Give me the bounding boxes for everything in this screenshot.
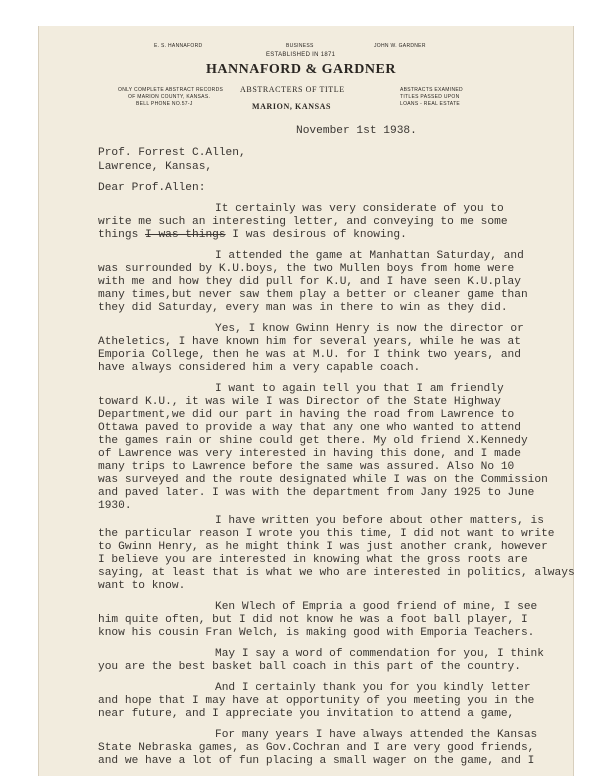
p5-line-6: want to know. <box>98 580 186 592</box>
established-line: ESTABLISHED IN 1871 <box>266 52 336 58</box>
p4-line-3: Department,we did our part in having the road from Lawrence to <box>98 409 515 421</box>
p1-line-3-end: I was desirous of knowing. <box>225 229 407 241</box>
p4-line-4: Ottawa paved to provide a way that any one who wanted to attend <box>98 422 521 434</box>
p8-line-2: and hope that I may have at opportunity of you meeting you in the <box>98 695 535 707</box>
right-note-1: ABSTRACTS EXAMINED <box>400 87 463 93</box>
right-note-3: LOANS - REAL ESTATE <box>400 101 461 107</box>
left-note-3: BELL PHONE NO.57-J <box>136 101 193 107</box>
p6-line-1: Ken Wlech of Empria a good friend of mine, I see <box>215 601 538 613</box>
p6-line-3: know his cousin Fran Welch, is making good with Emporia Teachers. <box>98 627 535 639</box>
p9-line-1: For many years I have always attended the Kansas <box>215 729 538 741</box>
p2-line-4: many times,but never saw them play a better or cleaner game than <box>98 289 528 301</box>
p4-line-10: 1930. <box>98 500 132 512</box>
p5-line-2: the particular reason I wrote you this time, I did not want to write <box>98 528 555 540</box>
p5-line-4: I believe you are interested in knowing what the gross roots are <box>98 554 528 566</box>
p4-line-8: was surveyed and the route designated while I was on the Commission <box>98 474 548 486</box>
p5-line-1: I have written you before about other matters, is <box>215 515 544 527</box>
p9-line-3: and we have a lot of fun placing a small wager on the game, and I <box>98 755 535 767</box>
business-label: BUSINESS <box>286 43 314 49</box>
p4-line-6: of Lawrence was very interested in having this done, and I made <box>98 448 521 460</box>
left-note-1: ONLY COMPLETE ABSTRACT RECORDS <box>118 87 224 93</box>
p4-line-7: many trips to Lawrence before the same was assured. Also No 10 <box>98 461 515 473</box>
p4-line-2: toward K.U., it was wile I was Director of the State Highway <box>98 396 501 408</box>
left-note-2: OF MARION COUNTY, KANSAS. <box>128 94 211 100</box>
firm-location: MARION, KANSAS <box>252 102 332 111</box>
p2-line-5: they did Saturday, every man was in there to win as they did. <box>98 302 508 314</box>
p5-line-3: to Gwinn Henry, as he might think I was just another crank, however <box>98 541 548 553</box>
letter-date: November 1st 1938. <box>296 125 417 137</box>
p1-line-1: It certainly was very considerate of you to <box>215 203 504 215</box>
p1-line-3-start: things <box>98 229 139 241</box>
right-note-2: TITLES PASSED UPON <box>400 94 460 100</box>
p4-line-5: the games rain or shine could get there. My old friend X.Kennedy <box>98 435 528 447</box>
p3-line-1: Yes, I know Gwinn Henry is now the director or <box>215 323 524 335</box>
p7-line-1: May I say a word of commendation for you, I think <box>215 648 544 660</box>
p1-struck-text: I was things <box>145 229 226 241</box>
partner-left: E. S. HANNAFORD <box>154 43 203 49</box>
firm-name: HANNAFORD & GARDNER <box>206 62 396 77</box>
p3-line-2: Atheletics, I have known him for several years, while he was at <box>98 336 521 348</box>
p8-line-3: near future, and I appreciate you invitation to attend a game, <box>98 708 515 720</box>
p5-line-5: saying, at least that is what we who are interested in politics, always <box>98 567 575 579</box>
p1-line-3 <box>98 229 407 243</box>
p4-line-9: and paved later. I was with the department from Jany 1925 to June <box>98 487 535 499</box>
p3-line-4: have always considered him a very capable coach. <box>98 362 421 374</box>
p8-line-1: And I certainly thank you for you kindly letter <box>215 682 531 694</box>
partner-right: JOHN W. GARDNER <box>374 43 426 49</box>
p7-line-2: you are the best basket ball coach in this part of the country. <box>98 661 521 673</box>
recipient-name: Prof. Forrest C.Allen, <box>98 147 246 159</box>
p9-line-2: State Nebraska games, as Gov.Cochran and I are very good friends, <box>98 742 535 754</box>
p4-line-1: I want to again tell you that I am friendly <box>215 383 504 395</box>
p1-line-2: write me such an interesting letter, and conveying to me some <box>98 216 508 228</box>
recipient-location: Lawrence, Kansas, <box>98 161 213 173</box>
p2-line-2: was surrounded by K.U.boys, the two Mullen boys from home were <box>98 263 515 275</box>
p2-line-3: with me and how they did pull for K.U, and I have seen K.U.play <box>98 276 521 288</box>
salutation: Dear Prof.Allen: <box>98 182 206 194</box>
firm-subtitle: ABSTRACTERS OF TITLE <box>240 85 345 94</box>
p6-line-2: him quite often, but I did not know he was a foot ball player, I <box>98 614 528 626</box>
p3-line-3: Emporia College, then he was at M.U. for I think two years, and <box>98 349 521 361</box>
p2-line-1: I attended the game at Manhattan Saturday, and <box>215 250 524 262</box>
